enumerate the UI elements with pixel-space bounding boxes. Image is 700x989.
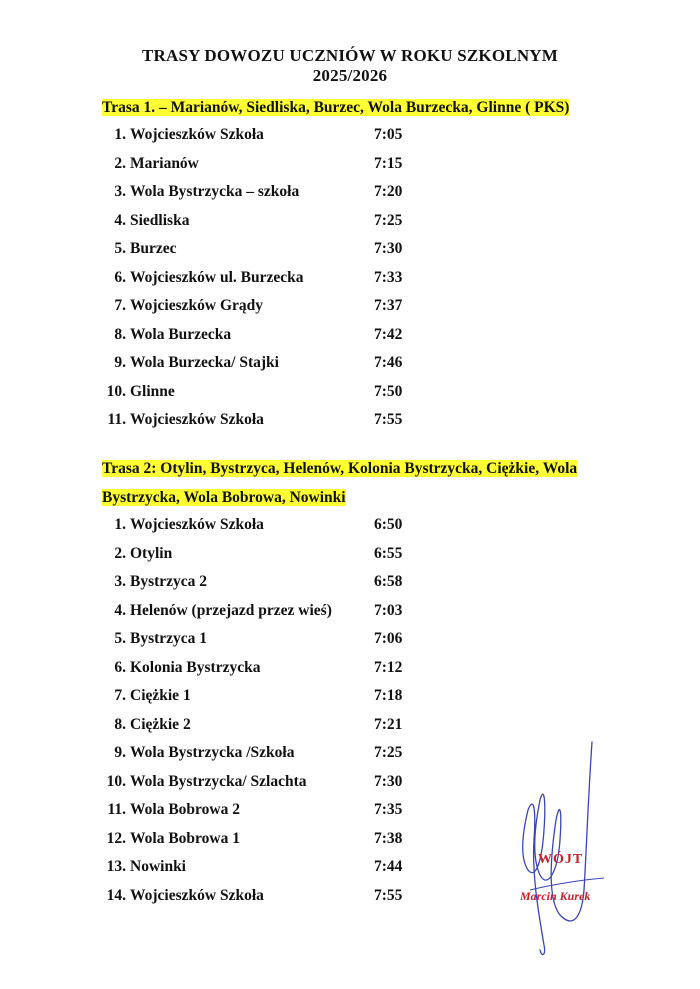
stop-name: Wola Bystrzycka /Szkoła	[130, 744, 295, 761]
stop-number: 6.	[114, 268, 126, 286]
stop-time: 7:18	[374, 687, 403, 704]
stop-name: Wojcieszków Szkoła	[130, 516, 264, 533]
stop-name: Wojcieszków Szkoła	[130, 886, 264, 904]
stop-name: Wola Bystrzycka – szkoła	[130, 183, 300, 200]
stop-number: 12.	[106, 829, 126, 847]
stop-name: Wola Bystrzycka/ Szlachta	[130, 772, 307, 790]
page-title-line1: TRASY DOWOZU UCZNIÓW W ROKU SZKOLNYM	[141, 46, 559, 65]
stop-time: 7:50	[374, 382, 403, 400]
stop-time: 7:30	[374, 772, 403, 790]
stop-number: 2.	[114, 544, 126, 562]
stop-number: 1.	[114, 126, 126, 143]
stop-time: 7:15	[374, 154, 403, 172]
stop-name: Kolonia Bystrzycka	[130, 658, 261, 676]
route-2-heading-text-2: Bystrzycka, Wola Bobrowa, Nowinki	[102, 489, 346, 506]
stop-name: Wola Bobrowa 2	[130, 801, 240, 818]
stop-name: Wojcieszków Grądy	[130, 297, 264, 314]
stop-time: 7:05	[374, 126, 403, 143]
route-1-heading-text: Trasa 1. – Marianów, Siedliska, Burzec, Wola Burzecka, Glinne ( PKS)	[102, 99, 570, 116]
stop-number: 11.	[107, 801, 126, 818]
stop-name: Wola Burzecka	[130, 325, 232, 343]
stop-name: Glinne	[130, 382, 175, 400]
stop-number: 8.	[114, 325, 126, 343]
stop-time: 6:50	[374, 516, 403, 533]
page-title-line2: 2025/2026	[312, 66, 388, 85]
stop-name: Bystrzyca 2	[130, 573, 208, 590]
stop-name: Ciężkie 1	[130, 687, 191, 704]
stop-time: 7:55	[374, 886, 403, 904]
stop-number: 13.	[106, 858, 126, 875]
stop-number: 2.	[114, 154, 126, 172]
stop-time: 7:20	[374, 183, 403, 200]
route-2-heading-line2	[102, 488, 346, 508]
stop-time: 7:25	[374, 744, 403, 761]
stop-time: 6:55	[374, 544, 403, 562]
stop-name: Ciężkie 2	[130, 715, 191, 733]
stop-name: Siedliska	[130, 211, 190, 229]
stop-time: 7:03	[374, 601, 403, 619]
stop-number: 9.	[114, 354, 126, 371]
stop-number: 5.	[114, 240, 126, 257]
stop-time: 7:12	[374, 658, 403, 676]
stop-number: 10.	[106, 382, 126, 400]
stop-number: 3.	[114, 183, 126, 200]
stop-time: 7:21	[374, 715, 403, 733]
stop-number: 14.	[106, 886, 126, 904]
stop-number: 9.	[114, 744, 126, 761]
stop-time: 7:42	[374, 325, 403, 343]
stop-number: 7.	[114, 297, 126, 314]
stop-number: 11.	[107, 411, 126, 428]
handwritten-signature	[500, 740, 610, 960]
stamp-title: WÓJT	[538, 852, 584, 867]
stop-name: Marianów	[130, 154, 199, 172]
stop-number: 10.	[106, 772, 126, 790]
stop-time: 7:38	[374, 829, 403, 847]
stop-name: Otylin	[130, 544, 173, 562]
stamp-name: Marcin Kurek	[520, 889, 591, 903]
route-2-heading-line1	[102, 459, 577, 479]
stop-time: 7:30	[374, 240, 403, 257]
stop-number: 3.	[114, 573, 126, 590]
route-1-heading	[102, 98, 569, 118]
stop-name: Wola Bobrowa 1	[130, 829, 240, 847]
stop-name: Bystrzyca 1	[130, 630, 208, 647]
stop-number: 8.	[114, 715, 126, 733]
stop-name: Helenów (przejazd przez wieś)	[130, 601, 332, 619]
stop-time: 7:55	[374, 411, 403, 428]
stop-name: Wola Burzecka/ Stajki	[130, 354, 279, 371]
stop-time: 7:44	[374, 858, 403, 875]
stop-number: 1.	[114, 516, 126, 533]
stop-name: Wojcieszków ul. Burzecka	[130, 268, 304, 286]
stop-name: Wojcieszków Szkoła	[130, 126, 264, 143]
stop-name: Wojcieszków Szkoła	[130, 411, 264, 428]
stop-time: 7:25	[374, 211, 403, 229]
stop-number: 4.	[114, 601, 126, 619]
stop-number: 5.	[114, 630, 126, 647]
stop-name: Burzec	[130, 240, 177, 257]
stop-time: 7:37	[374, 297, 403, 314]
stop-time: 7:46	[374, 354, 403, 371]
stop-number: 6.	[114, 658, 126, 676]
stop-number: 4.	[114, 211, 126, 229]
stop-time: 7:33	[374, 268, 403, 286]
stop-name: Nowinki	[130, 858, 186, 875]
stop-number: 7.	[114, 687, 126, 704]
route-2-heading-text-1: Trasa 2: Otylin, Bystrzyca, Helenów, Kolonia Bystrzycka, Ciężkie, Wola	[102, 460, 578, 477]
stop-time: 6:58	[374, 573, 403, 590]
stop-time: 7:35	[374, 801, 403, 818]
stop-time: 7:06	[374, 630, 403, 647]
